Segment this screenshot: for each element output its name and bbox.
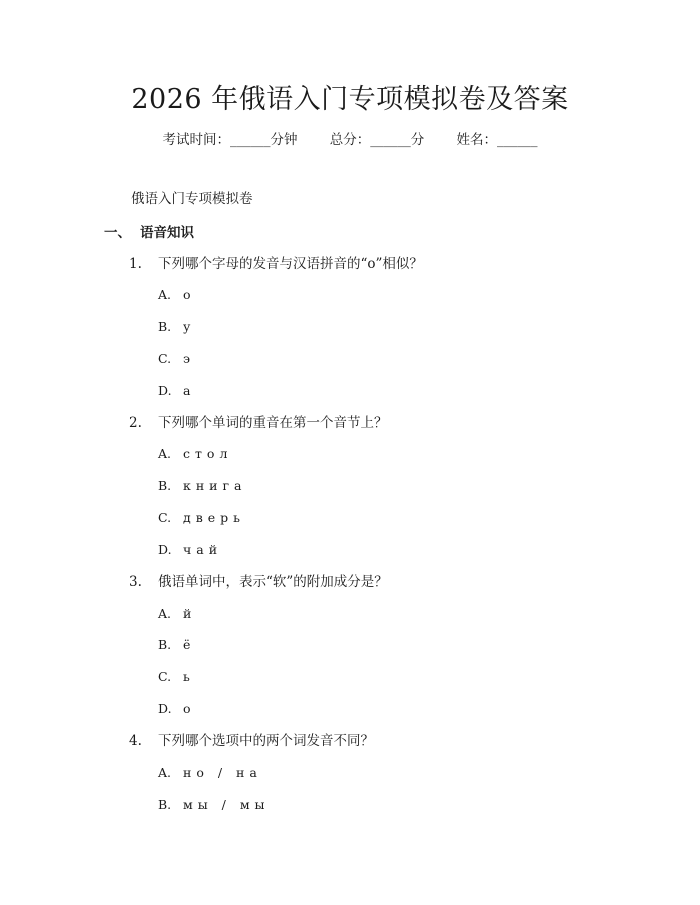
- question-2-option-a: [158, 444, 232, 464]
- option-label: B.: [158, 797, 172, 812]
- question-4-option-a: [158, 763, 262, 783]
- question-text: 俄语单词中，表示“软”的附加成分是？: [158, 574, 388, 590]
- student-name-field: 姓名：______: [456, 132, 538, 148]
- section-number: 一、: [104, 225, 131, 241]
- option-label: B.: [158, 478, 172, 493]
- question-1: [129, 254, 423, 274]
- option-label: A.: [158, 446, 172, 461]
- question-2: [129, 413, 388, 433]
- option-text: у: [183, 319, 196, 334]
- question-text: 下列哪个选项中的两个词发音不同？: [158, 733, 374, 749]
- question-1-option-b: [158, 317, 195, 337]
- question-3-option-a: [158, 604, 196, 624]
- question-number: 4.: [129, 733, 142, 749]
- section-title: 语音知识: [140, 225, 194, 241]
- option-label: A.: [158, 287, 172, 302]
- option-label: D.: [158, 542, 172, 557]
- option-text: ё: [183, 637, 196, 652]
- exam-meta-line: [0, 130, 700, 150]
- question-3: [129, 572, 388, 592]
- question-2-option-d: [158, 540, 222, 560]
- question-4-option-b: [158, 795, 270, 815]
- exam-time-field: 考试时间：______分钟: [162, 132, 298, 148]
- option-label: C.: [158, 351, 172, 366]
- question-text: 下列哪个字母的发音与汉语拼音的“o”相似？: [158, 256, 423, 272]
- option-text: о: [183, 287, 196, 302]
- option-text: о: [183, 701, 196, 716]
- question-1-option-d: [158, 381, 195, 401]
- question-text: 下列哪个单词的重音在第一个音节上？: [158, 415, 388, 431]
- document-subtitle: 俄语入门专项模拟卷: [131, 191, 253, 207]
- option-label: B.: [158, 637, 172, 652]
- question-2-option-b: [158, 476, 246, 496]
- option-label: C.: [158, 510, 172, 525]
- document-title: 2026 年俄语入门专项模拟卷及答案: [131, 84, 569, 115]
- option-label: A.: [158, 606, 172, 621]
- option-text: чай: [183, 542, 223, 557]
- option-text: но / на: [183, 765, 262, 780]
- question-2-option-c: [158, 508, 245, 528]
- option-text: дверь: [183, 510, 245, 525]
- question-3-option-c: [158, 667, 195, 687]
- question-1-option-c: [158, 349, 195, 369]
- option-text: мы / мы: [183, 797, 270, 812]
- question-number: 2.: [129, 415, 142, 431]
- option-text: книга: [183, 478, 247, 493]
- total-score-field: 总分：______分: [329, 132, 425, 148]
- section-heading: [104, 223, 194, 243]
- question-3-option-b: [158, 635, 195, 655]
- option-label: B.: [158, 319, 172, 334]
- option-text: ь: [183, 669, 195, 684]
- question-3-option-d: [158, 699, 196, 719]
- option-label: A.: [158, 765, 172, 780]
- option-text: стол: [183, 446, 233, 461]
- question-4: [129, 731, 374, 751]
- question-number: 3.: [129, 574, 142, 590]
- option-text: а: [183, 383, 196, 398]
- question-number: 1.: [129, 256, 142, 272]
- option-text: э: [183, 351, 196, 366]
- option-label: C.: [158, 669, 172, 684]
- question-1-option-a: [158, 285, 196, 305]
- option-label: D.: [158, 383, 172, 398]
- option-label: D.: [158, 701, 172, 716]
- option-text: й: [183, 606, 197, 621]
